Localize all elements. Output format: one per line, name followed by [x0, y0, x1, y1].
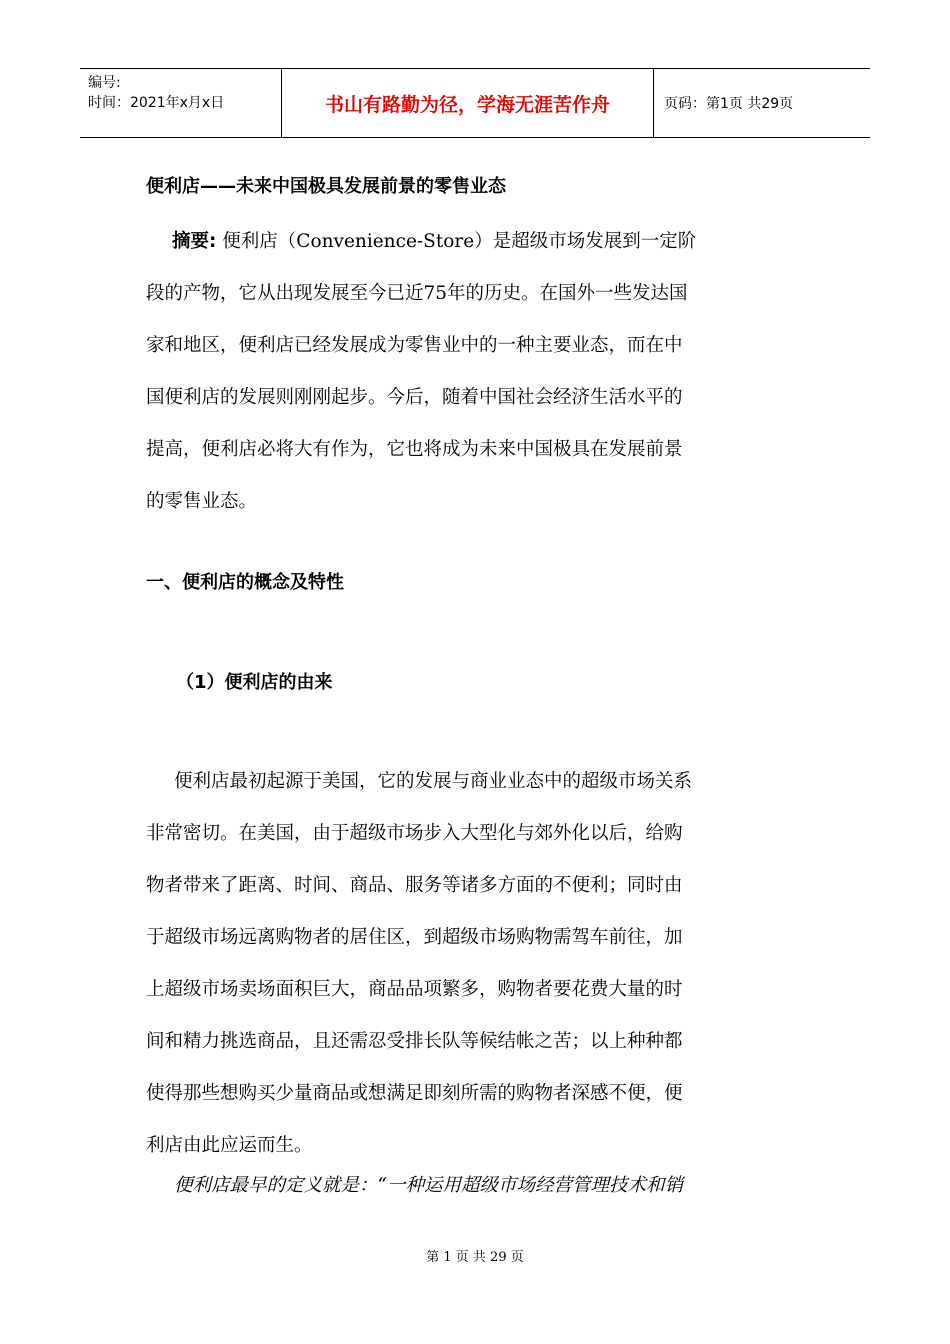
body-line: 间和精力挑选商品，且还需忍受排长队等候结帐之苦；以上种种都: [146, 1031, 683, 1052]
origin-paragraph: [146, 756, 806, 1172]
header-motto-cell: [282, 69, 654, 137]
abstract-line: 段的产物，它从出现发展至今已近75年的历史。在国外一些发达国: [146, 283, 688, 304]
header-meta-cell: [80, 69, 282, 137]
abstract-line: 的零售业态。: [146, 491, 258, 512]
page-header: [80, 68, 870, 138]
body-line: 使得那些想购买少量商品或想满足即刻所需的购物者深感不便，便: [146, 1083, 683, 1104]
body-line: 便利店最初起源于美国，它的发展与商业业态中的超级市场关系: [174, 771, 693, 792]
section-heading: 一、便利店的概念及特性: [146, 572, 344, 593]
abstract-line: 国便利店的发展则刚刚起步。今后，随着中国社会经济生活水平的: [146, 387, 683, 408]
document-time-label: 时间：2021年x月x日: [88, 95, 225, 111]
abstract-paragraph: [146, 216, 806, 528]
header-motto: 书山有路勤为径，学海无涯苦作舟: [324, 93, 610, 116]
body-line: 非常密切。在美国，由于超级市场步入大型化与郊外化以后，给购: [146, 823, 683, 844]
definition-line: 便利店最早的定义就是：“一种运用超级市场经营管理技术和销: [174, 1175, 683, 1196]
body-line: 利店由此应运而生。: [146, 1135, 313, 1156]
definition-paragraph: [146, 1160, 806, 1212]
abstract-line: 便利店（Convenience-Store）是超级市场发展到一定阶: [222, 231, 697, 252]
document-number-label: 编号:: [88, 75, 121, 91]
abstract-line: 提高，便利店必将大有作为，它也将成为未来中国极具在发展前景: [146, 439, 683, 460]
page-footer: 第 1 页 共 29 页: [426, 1250, 524, 1265]
body-line: 上超级市场卖场面积巨大，商品品项繁多，购物者要花费大量的时: [146, 979, 683, 1000]
abstract-line: 家和地区，便利店已经发展成为零售业中的一种主要业态，而在中: [146, 335, 683, 356]
subsection-heading: （1）便利店的由来: [176, 672, 333, 693]
document-title: 便利店——未来中国极具发展前景的零售业态: [146, 176, 506, 197]
abstract-label: 摘要:: [172, 231, 217, 252]
body-line: 物者带来了距离、时间、商品、服务等诸多方面的不便利；同时由: [146, 875, 683, 896]
header-page-info: 页码：第1页 共29页: [664, 96, 794, 112]
body-line: 于超级市场远离购物者的居住区，到超级市场购物需驾车前往，加: [146, 927, 683, 948]
